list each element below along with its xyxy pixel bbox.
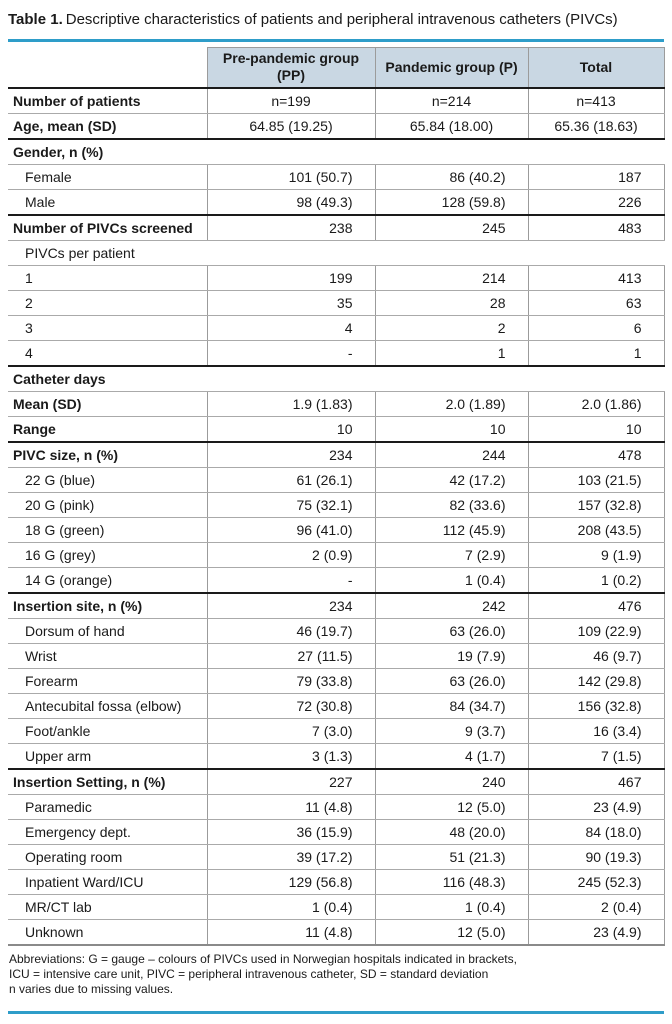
- table-row: [8, 668, 664, 693]
- value-cell: 75 (32.1): [207, 492, 375, 517]
- value-cell: 2 (0.4): [528, 894, 664, 919]
- value-cell: 51 (21.3): [375, 844, 528, 869]
- footnote-line: Abbreviations: G = gauge – colours of PIVCs used in Norwegian hospitals indicated in brackets,: [9, 951, 517, 966]
- value-cell: 413: [528, 265, 664, 290]
- table-row: [8, 593, 664, 619]
- characteristics-table: [8, 47, 665, 946]
- value-cell: -: [207, 567, 375, 593]
- table-row: [8, 618, 664, 643]
- value-cell: 467: [528, 769, 664, 795]
- table-number-label: Table 1.: [8, 11, 63, 28]
- value-cell: 156 (32.8): [528, 693, 664, 718]
- table-title-text: Descriptive characteristics of patients and peripheral intravenous catheters (PIVCs): [65, 11, 618, 28]
- row-label-cell: Number of patients: [8, 88, 207, 114]
- value-cell: 1: [528, 340, 664, 366]
- table-row: [8, 492, 664, 517]
- value-cell: 103 (21.5): [528, 467, 664, 492]
- value-cell: 90 (19.3): [528, 844, 664, 869]
- value-cell: 1 (0.4): [375, 567, 528, 593]
- value-cell: 16 (3.4): [528, 718, 664, 743]
- header-row: [8, 48, 664, 88]
- value-cell: 142 (29.8): [528, 668, 664, 693]
- row-label-cell: Foot/ankle: [8, 718, 207, 743]
- value-cell: 72 (30.8): [207, 693, 375, 718]
- value-cell: 36 (15.9): [207, 819, 375, 844]
- value-cell: 19 (7.9): [375, 643, 528, 668]
- top-divider-rule: [8, 39, 664, 42]
- table-row: [8, 794, 664, 819]
- row-label-cell: Unknown: [8, 919, 207, 945]
- value-cell: 61 (26.1): [207, 467, 375, 492]
- value-cell: 10: [528, 416, 664, 442]
- table-row: [8, 819, 664, 844]
- value-cell: 84 (34.7): [375, 693, 528, 718]
- value-cell: 79 (33.8): [207, 668, 375, 693]
- value-cell: 11 (4.8): [207, 794, 375, 819]
- value-cell: 12 (5.0): [375, 794, 528, 819]
- value-cell: 63 (26.0): [375, 668, 528, 693]
- table-row: [8, 164, 664, 189]
- table-row: [8, 340, 664, 366]
- row-label-cell: 2: [8, 290, 207, 315]
- value-cell: 11 (4.8): [207, 919, 375, 945]
- value-cell: 1 (0.4): [207, 894, 375, 919]
- footnote-line: n varies due to missing values.: [9, 981, 174, 996]
- value-cell: 238: [207, 215, 375, 241]
- value-cell: 199: [207, 265, 375, 290]
- header-pre-pandemic-group: Pre-pandemic group (PP): [207, 48, 375, 88]
- value-cell: 109 (22.9): [528, 618, 664, 643]
- row-label-cell: Gender, n (%): [8, 139, 664, 165]
- value-cell: 2.0 (1.89): [375, 391, 528, 416]
- value-cell: 35: [207, 290, 375, 315]
- table-row: [8, 442, 664, 468]
- value-cell: 245: [375, 215, 528, 241]
- value-cell: 116 (48.3): [375, 869, 528, 894]
- value-cell: 23 (4.9): [528, 794, 664, 819]
- row-label-cell: 14 G (orange): [8, 567, 207, 593]
- value-cell: n=413: [528, 88, 664, 114]
- value-cell: 46 (19.7): [207, 618, 375, 643]
- table-row: [8, 567, 664, 593]
- value-cell: n=214: [375, 88, 528, 114]
- value-cell: 1 (0.4): [375, 894, 528, 919]
- value-cell: -: [207, 340, 375, 366]
- row-label-cell: Dorsum of hand: [8, 618, 207, 643]
- value-cell: 65.36 (18.63): [528, 113, 664, 139]
- table-footnote: [9, 952, 664, 997]
- value-cell: 82 (33.6): [375, 492, 528, 517]
- value-cell: 7 (3.0): [207, 718, 375, 743]
- value-cell: 27 (11.5): [207, 643, 375, 668]
- value-cell: 1.9 (1.83): [207, 391, 375, 416]
- value-cell: 242: [375, 593, 528, 619]
- value-cell: 6: [528, 315, 664, 340]
- row-label-cell: Age, mean (SD): [8, 113, 207, 139]
- table-title: [8, 10, 664, 30]
- value-cell: 244: [375, 442, 528, 468]
- value-cell: 7 (1.5): [528, 743, 664, 769]
- row-label-cell: Inpatient Ward/ICU: [8, 869, 207, 894]
- header-total: Total: [528, 48, 664, 88]
- row-label-cell: 20 G (pink): [8, 492, 207, 517]
- row-label-cell: 22 G (blue): [8, 467, 207, 492]
- row-label-cell: Catheter days: [8, 366, 664, 392]
- row-label-cell: 1: [8, 265, 207, 290]
- table-row: [8, 88, 664, 114]
- value-cell: 63 (26.0): [375, 618, 528, 643]
- row-label-cell: Forearm: [8, 668, 207, 693]
- row-label-cell: Number of PIVCs screened: [8, 215, 207, 241]
- table-row: [8, 290, 664, 315]
- value-cell: 98 (49.3): [207, 189, 375, 215]
- value-cell: 46 (9.7): [528, 643, 664, 668]
- value-cell: 234: [207, 593, 375, 619]
- table-row: [8, 693, 664, 718]
- table-row: [8, 894, 664, 919]
- value-cell: 1: [375, 340, 528, 366]
- row-label-cell: PIVCs per patient: [8, 240, 664, 265]
- row-label-cell: Wrist: [8, 643, 207, 668]
- value-cell: 10: [375, 416, 528, 442]
- value-cell: 478: [528, 442, 664, 468]
- value-cell: 23 (4.9): [528, 919, 664, 945]
- header-empty-cell: [8, 48, 207, 88]
- value-cell: 187: [528, 164, 664, 189]
- value-cell: 10: [207, 416, 375, 442]
- row-label-cell: 4: [8, 340, 207, 366]
- value-cell: 2 (0.9): [207, 542, 375, 567]
- value-cell: 2: [375, 315, 528, 340]
- value-cell: 4: [207, 315, 375, 340]
- row-label-cell: Antecubital fossa (elbow): [8, 693, 207, 718]
- row-label-cell: MR/CT lab: [8, 894, 207, 919]
- value-cell: 214: [375, 265, 528, 290]
- value-cell: 9 (3.7): [375, 718, 528, 743]
- value-cell: 3 (1.3): [207, 743, 375, 769]
- value-cell: 7 (2.9): [375, 542, 528, 567]
- value-cell: 483: [528, 215, 664, 241]
- row-label-cell: Paramedic: [8, 794, 207, 819]
- table-row: [8, 416, 664, 442]
- table-row: [8, 265, 664, 290]
- row-label-cell: Upper arm: [8, 743, 207, 769]
- value-cell: 39 (17.2): [207, 844, 375, 869]
- value-cell: 64.85 (19.25): [207, 113, 375, 139]
- row-label-cell: 16 G (grey): [8, 542, 207, 567]
- row-label-cell: PIVC size, n (%): [8, 442, 207, 468]
- value-cell: 9 (1.9): [528, 542, 664, 567]
- value-cell: 28: [375, 290, 528, 315]
- row-label-cell: 3: [8, 315, 207, 340]
- table-row: [8, 391, 664, 416]
- section-row: [8, 366, 664, 392]
- row-label-cell: Operating room: [8, 844, 207, 869]
- value-cell: 227: [207, 769, 375, 795]
- value-cell: 86 (40.2): [375, 164, 528, 189]
- table-row: [8, 844, 664, 869]
- table-row: [8, 769, 664, 795]
- value-cell: 476: [528, 593, 664, 619]
- row-label-cell: Female: [8, 164, 207, 189]
- row-label-cell: 18 G (green): [8, 517, 207, 542]
- table-row: [8, 643, 664, 668]
- row-label-cell: Male: [8, 189, 207, 215]
- section-row: [8, 139, 664, 165]
- table-row: [8, 517, 664, 542]
- table-row: [8, 113, 664, 139]
- value-cell: 226: [528, 189, 664, 215]
- table-row: [8, 542, 664, 567]
- value-cell: 101 (50.7): [207, 164, 375, 189]
- header-pandemic-group: Pandemic group (P): [375, 48, 528, 88]
- table-row: [8, 919, 664, 945]
- value-cell: 2.0 (1.86): [528, 391, 664, 416]
- table-row: [8, 743, 664, 769]
- table-row: [8, 467, 664, 492]
- value-cell: 84 (18.0): [528, 819, 664, 844]
- table-row: [8, 215, 664, 241]
- value-cell: 240: [375, 769, 528, 795]
- value-cell: 48 (20.0): [375, 819, 528, 844]
- value-cell: 157 (32.8): [528, 492, 664, 517]
- table-row: [8, 315, 664, 340]
- value-cell: 1 (0.2): [528, 567, 664, 593]
- value-cell: 65.84 (18.00): [375, 113, 528, 139]
- row-label-cell: Mean (SD): [8, 391, 207, 416]
- footnote-line: ICU = intensive care unit, PIVC = peripheral intravenous catheter, SD = standard deviation: [9, 966, 489, 981]
- value-cell: 4 (1.7): [375, 743, 528, 769]
- value-cell: 12 (5.0): [375, 919, 528, 945]
- row-label-cell: Range: [8, 416, 207, 442]
- value-cell: 234: [207, 442, 375, 468]
- table-row: [8, 869, 664, 894]
- value-cell: 112 (45.9): [375, 517, 528, 542]
- value-cell: 128 (59.8): [375, 189, 528, 215]
- table-row: [8, 718, 664, 743]
- row-label-cell: Emergency dept.: [8, 819, 207, 844]
- value-cell: 63: [528, 290, 664, 315]
- value-cell: 208 (43.5): [528, 517, 664, 542]
- value-cell: n=199: [207, 88, 375, 114]
- value-cell: 245 (52.3): [528, 869, 664, 894]
- row-label-cell: Insertion site, n (%): [8, 593, 207, 619]
- bottom-divider-rule: [8, 1011, 664, 1014]
- section-row: [8, 240, 664, 265]
- row-label-cell: Insertion Setting, n (%): [8, 769, 207, 795]
- value-cell: 42 (17.2): [375, 467, 528, 492]
- value-cell: 96 (41.0): [207, 517, 375, 542]
- value-cell: 129 (56.8): [207, 869, 375, 894]
- table-row: [8, 189, 664, 215]
